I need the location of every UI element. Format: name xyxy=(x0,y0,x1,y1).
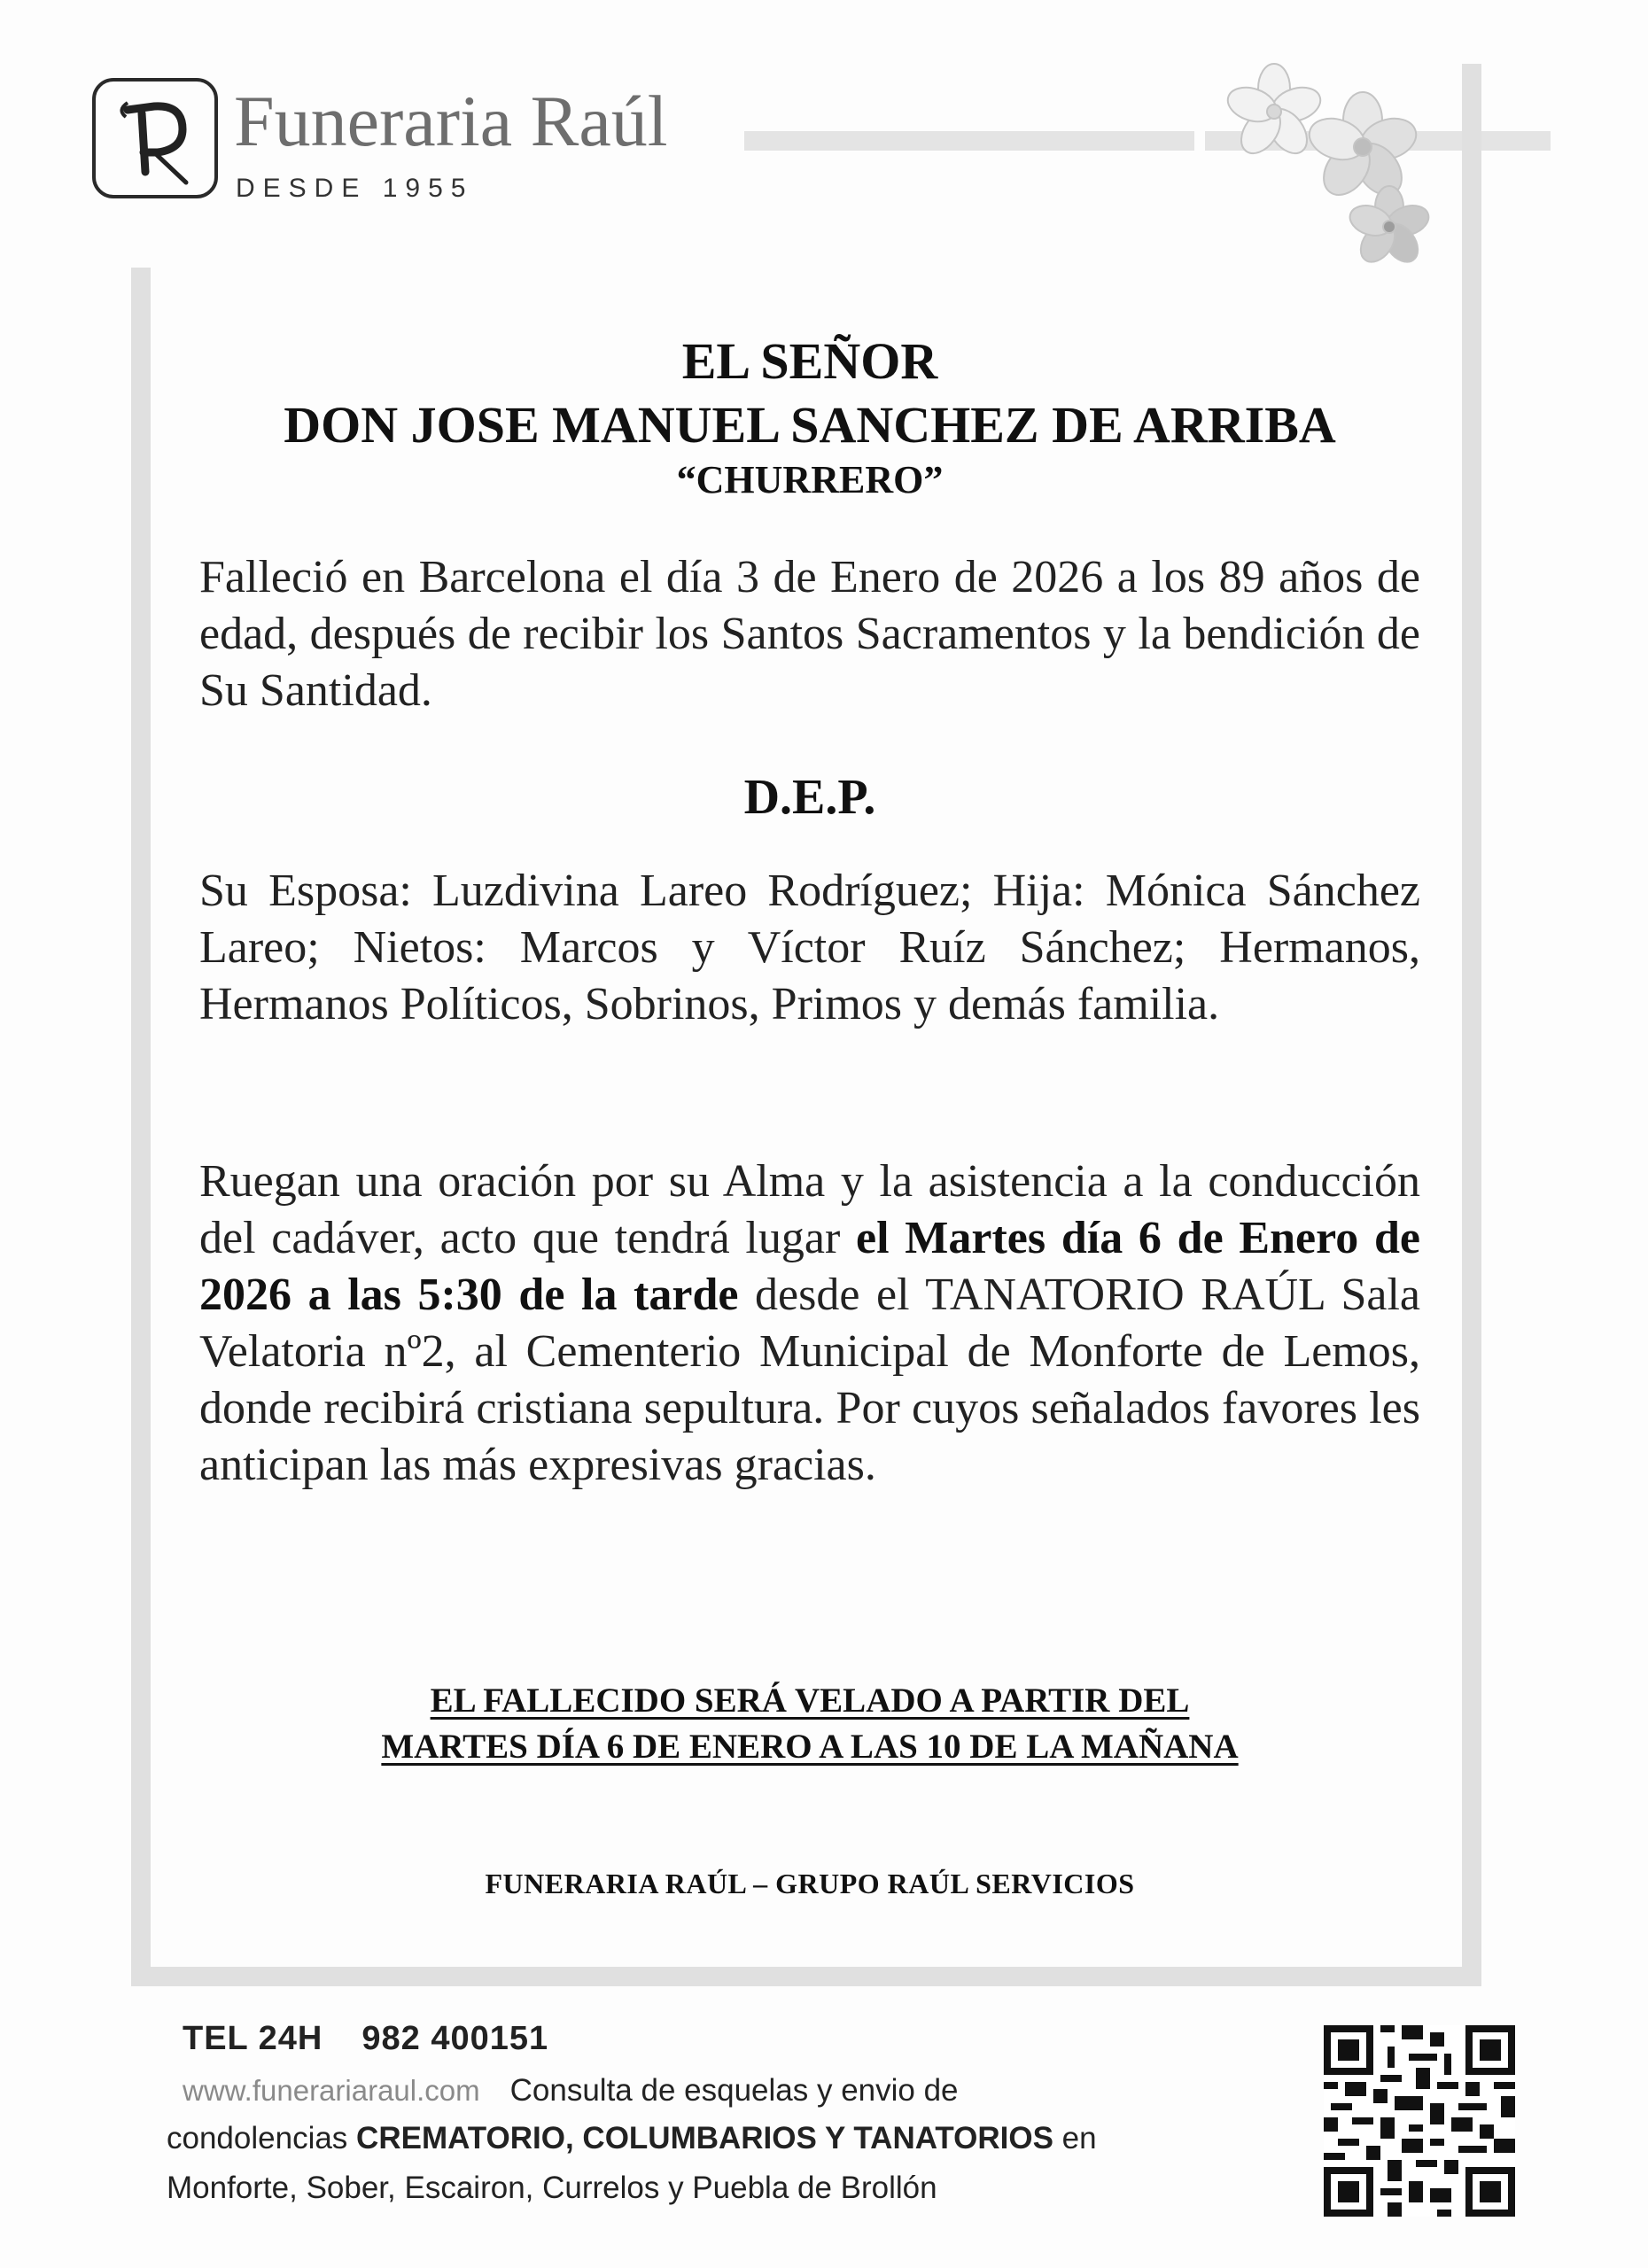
flowers-icon xyxy=(1212,50,1451,284)
dep-heading: D.E.P. xyxy=(743,770,876,825)
family-paragraph: Su Esposa: Luzdivina Lareo Rodríguez; Hija: Mónica Sánchez Lareo; Nietos: Marcos y Víctor Ruíz Sánchez; Hermanos, Hermanos Políticos, Sobrinos, Primos y demás familia. xyxy=(199,866,1420,1029)
website-link[interactable]: www.funerariaraul.com xyxy=(183,2074,480,2107)
footer-line-1 xyxy=(183,2073,959,2109)
death-paragraph: Falleció en Barcelona el día 3 de Enero de 2026 a los 89 años de edad, después de recibir los Santos Sacramentos y la bendición de Su Santidad. xyxy=(199,552,1420,716)
footer-services: CREMATORIO, COLUMBARIOS Y TANATORIOS xyxy=(356,2121,1053,2155)
nickname: “CHURRERO” xyxy=(676,457,944,501)
qr-code-icon[interactable] xyxy=(1324,2025,1515,2221)
wake-line-1: EL FALLECIDO SERÁ VELADO A PARTIR DEL xyxy=(430,1682,1190,1720)
deceased-title xyxy=(199,330,1420,502)
footer-line-2 xyxy=(167,2121,1097,2156)
footer-line-3: Monforte, Sober, Escairon, Currelos y Puebla de Brollón xyxy=(167,2171,937,2205)
brand-since: DESDE 1955 xyxy=(236,174,474,203)
ceremony-date: el Martes día 6 de Enero de 2026 a las 5:30 de la tarde xyxy=(199,1213,1420,1320)
frame-bottom xyxy=(131,1967,1481,1986)
footer-line-2-b: en xyxy=(1053,2121,1097,2155)
company-signature: FUNERARIA RAÚL – GRUPO RAÚL SERVICIOS xyxy=(485,1868,1135,1899)
ceremony-intro: Ruegan una oración por su Alma y la asistencia a la conducción del cadáver, acto que tendrá lugar xyxy=(199,1156,1420,1263)
ceremony-paragraph xyxy=(199,1153,1420,1494)
phone-label: TEL 24H xyxy=(183,2020,323,2057)
wake-notice xyxy=(199,1678,1420,1770)
wake-line-2: MARTES DÍA 6 DE ENERO A LAS 10 DE LA MAÑANA xyxy=(381,1728,1239,1766)
phone-line xyxy=(183,2020,548,2058)
decorative-line-top xyxy=(744,131,1194,151)
logo-r-icon xyxy=(92,78,218,198)
footer-line-1-text: Consulta de esquelas y envio de xyxy=(509,2073,959,2108)
brand-name: Funeraria Raúl xyxy=(234,81,668,161)
phone-number: 982 400151 xyxy=(361,2020,549,2057)
title-line-1: EL SEÑOR xyxy=(681,332,938,390)
footer-line-2-a: condolencias xyxy=(167,2121,357,2155)
ceremony-rest: desde el TANATORIO RAÚL Sala Velatoria nº2, al Cementerio Municipal de Monforte de Lemos, donde recibirá cristiana sepultura. Por cuyos señalados favores les anticipan las más expresivas gracias. xyxy=(199,1270,1421,1490)
title-line-2: DON JOSE MANUEL SANCHEZ DE ARRIBA xyxy=(284,395,1336,454)
frame-right xyxy=(1462,64,1481,1986)
frame-left xyxy=(131,268,151,1986)
